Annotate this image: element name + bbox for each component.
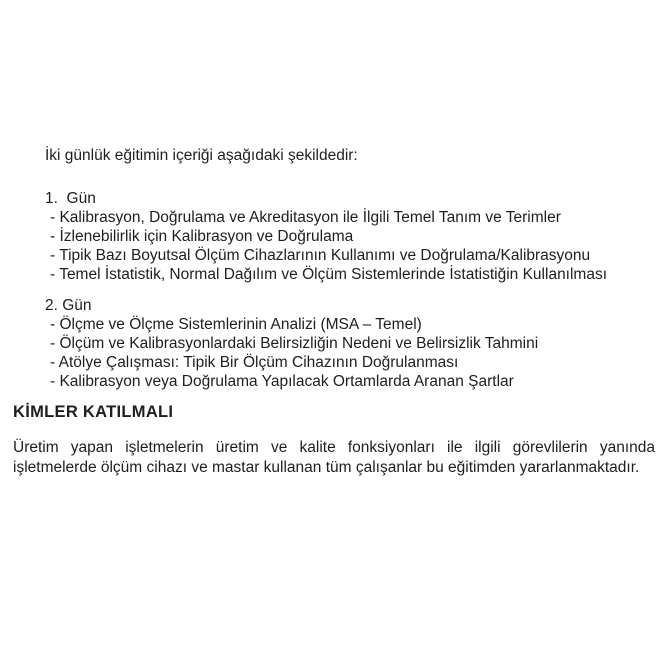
list-item: - Atölye Çalışması: Tipik Bir Ölçüm Cihazının Doğrulanması bbox=[50, 354, 459, 371]
list-item: - Tipik Bazı Boyutsal Ölçüm Cihazlarının Kullanımı ve Doğrulama/Kalibrasyonu bbox=[50, 247, 591, 264]
section-1-list bbox=[50, 208, 670, 284]
list-item: - Ölçüm ve Kalibrasyonlardaki Belirsizliğin Nedeni ve Belirsizlik Tahmini bbox=[50, 335, 539, 352]
list-item: - Kalibrasyon, Doğrulama ve Akreditasyon ile İlgili Temel Tanım ve Terimler bbox=[50, 209, 561, 226]
body-paragraph: Üretim yapan işletmelerin üretim ve kalite fonksiyonları ile ilgili görevlilerin yanında işletmelerde ölçüm cihazı ve mastar kullanan tüm çalışanlar bu eğitimden yararlanmaktadır. bbox=[13, 439, 655, 476]
list-item: - Kalibrasyon veya Doğrulama Yapılacak Ortamlarda Aranan Şartlar bbox=[50, 373, 514, 390]
list-item: - Ölçme ve Ölçme Sistemlerinin Analizi (MSA – Temel) bbox=[50, 316, 422, 333]
section-heading: KİMLER KATILMALI bbox=[13, 403, 174, 421]
intro-text: İki günlük eğitimin içeriği aşağıdaki şekildedir: bbox=[45, 147, 358, 164]
section-2-list bbox=[50, 315, 670, 391]
section-2-title: 2. Gün bbox=[45, 297, 92, 314]
section-1-title: 1. Gün bbox=[45, 190, 96, 207]
list-item: - İzlenebilirlik için Kalibrasyon ve Doğrulama bbox=[50, 228, 354, 245]
list-item: - Temel İstatistik, Normal Dağılım ve Ölçüm Sistemlerinde İstatistiğin Kullanılması bbox=[50, 266, 608, 283]
